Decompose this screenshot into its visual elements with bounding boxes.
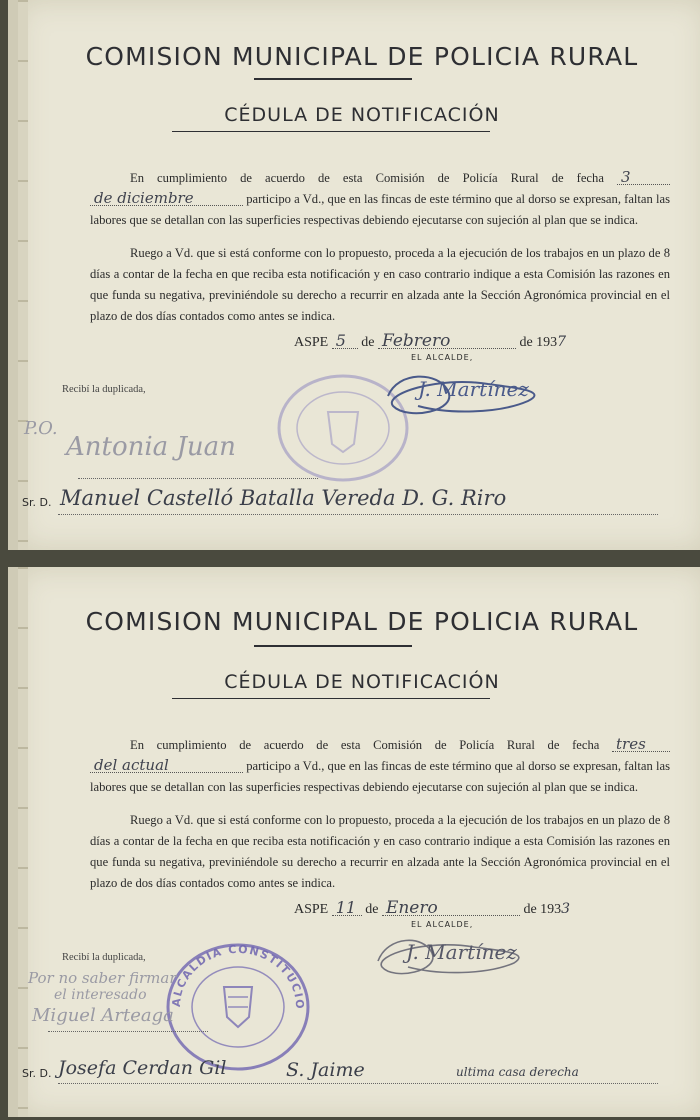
heading-rule [254,78,412,80]
place-date-line [294,898,571,918]
receiver-signature: Antonia Juan [66,432,236,462]
subheading-rule [172,698,490,699]
official-stamp [158,931,312,1073]
p1-text-cont: participo a Vd., que en las fincas de este término que al dorso se expresan, faltan las labores que se detallan con las superficies respectivas debiendo ejecutarse con sujeción al plan que se indica. [90,192,670,227]
p1-text: En cumplimiento de acuerdo de esta Comisión de Policía Rural de fecha [130,738,600,752]
recipient-note: ultima casa derecha [456,1065,579,1079]
recipient-name: Manuel Castelló Batalla Vereda D. G. Riro [60,486,507,510]
year-prefix: de 193 [519,335,558,350]
sign-day-field: 5 [332,334,358,349]
signature-text: J. Martínez [418,377,529,401]
de-label: de [365,902,379,917]
recipient-place: S. Jaime [286,1059,365,1081]
received-label: Recibí la duplicada, [62,952,146,963]
paragraph-2: Ruego a Vd. que si está conforme con lo propuesto, proceda a la ejecución de los trabajos en un plazo de 8 días a contar de la fecha en que reciba esta notificación y en caso contrario indique a esta Comisión las razones en que funda su negativa, previniéndole su derecho a recurrir en alzada ante la Sección Agronómica provincial en el plazo de dos días contados como antes se indica. [90,813,670,890]
notification-card-1 [8,0,700,550]
year-digit: 3 [561,901,571,917]
date-month-field: del actual [90,758,243,773]
date-day-field: 3 [617,170,670,185]
card-subheading: CÉDULA DE NOTIFICACIÓN [224,104,500,126]
sr-label: Sr. D. [22,496,52,509]
alcalde-label: EL ALCALDE, [411,920,474,929]
binding-edge [18,567,28,1117]
place-label: ASPE [294,902,329,917]
paragraph-1 [90,735,670,798]
mayor-signature [378,366,554,424]
date-month-field: de diciembre [90,191,243,206]
card-heading: COMISION MUNICIPAL DE POLICIA RURAL [85,607,639,636]
recipient-line [58,514,658,515]
alcalde-label: EL ALCALDE, [411,353,474,362]
date-day-field: tres [612,737,670,752]
place-date-line [294,331,567,351]
sr-label: Sr. D. [22,1067,52,1080]
binding-edge [18,0,28,550]
receiver-note-1: Por no saber firmar [28,969,177,987]
recipient-name: Josefa Cerdan Gil [58,1057,227,1079]
recipient-line [58,1083,658,1084]
signature-text: J. Martínez [406,940,517,964]
de-label: de [361,335,375,350]
stamp-text: ALCALDIA CONSTITUCIONAL [158,931,307,1011]
heading-rule [254,645,412,647]
sign-month-field: Enero [382,901,520,916]
card-heading: COMISION MUNICIPAL DE POLICIA RURAL [85,42,639,71]
sign-month-field: Febrero [378,334,516,349]
place-label: ASPE [294,335,329,350]
mayor-signature [366,927,536,985]
received-label: Recibí la duplicada, [62,384,146,395]
p1-text: En cumplimiento de acuerdo de esta Comisión de Policía Rural de fecha [130,171,604,185]
paragraph-2: Ruego a Vd. que si está conforme con lo propuesto, proceda a la ejecución de los trabajos en un plazo de 8 días a contar de la fecha en que reciba esta notificación y en caso contrario indique a esta Comisión las razones en que funda su negativa, previniéndole su derecho a recurrir en alzada ante la Sección Agronómica provincial en el plazo de dos días contados como antes se indica. [90,246,670,323]
receiver-note-2: el interesado [54,987,147,1003]
year-digit: 7 [557,334,567,350]
receiver-line [48,1031,208,1032]
p1-text-cont: participo a Vd., que en las fincas de este término que al dorso se expresan, faltan las labores que se detallan con las superficies respectivas debiendo ejecutarse con sujeción al plan que se indica. [90,759,670,794]
sign-day-field: 11 [332,901,362,916]
subheading-rule [172,131,490,132]
year-prefix: de 193 [523,902,562,917]
card-subheading: CÉDULA DE NOTIFICACIÓN [224,671,500,693]
po-mark: P.O. [24,418,58,439]
receiver-signature: Miguel Arteaga [32,1005,174,1026]
paragraph-1 [90,168,670,231]
notification-card-2 [8,567,700,1117]
receiver-line [78,478,318,479]
